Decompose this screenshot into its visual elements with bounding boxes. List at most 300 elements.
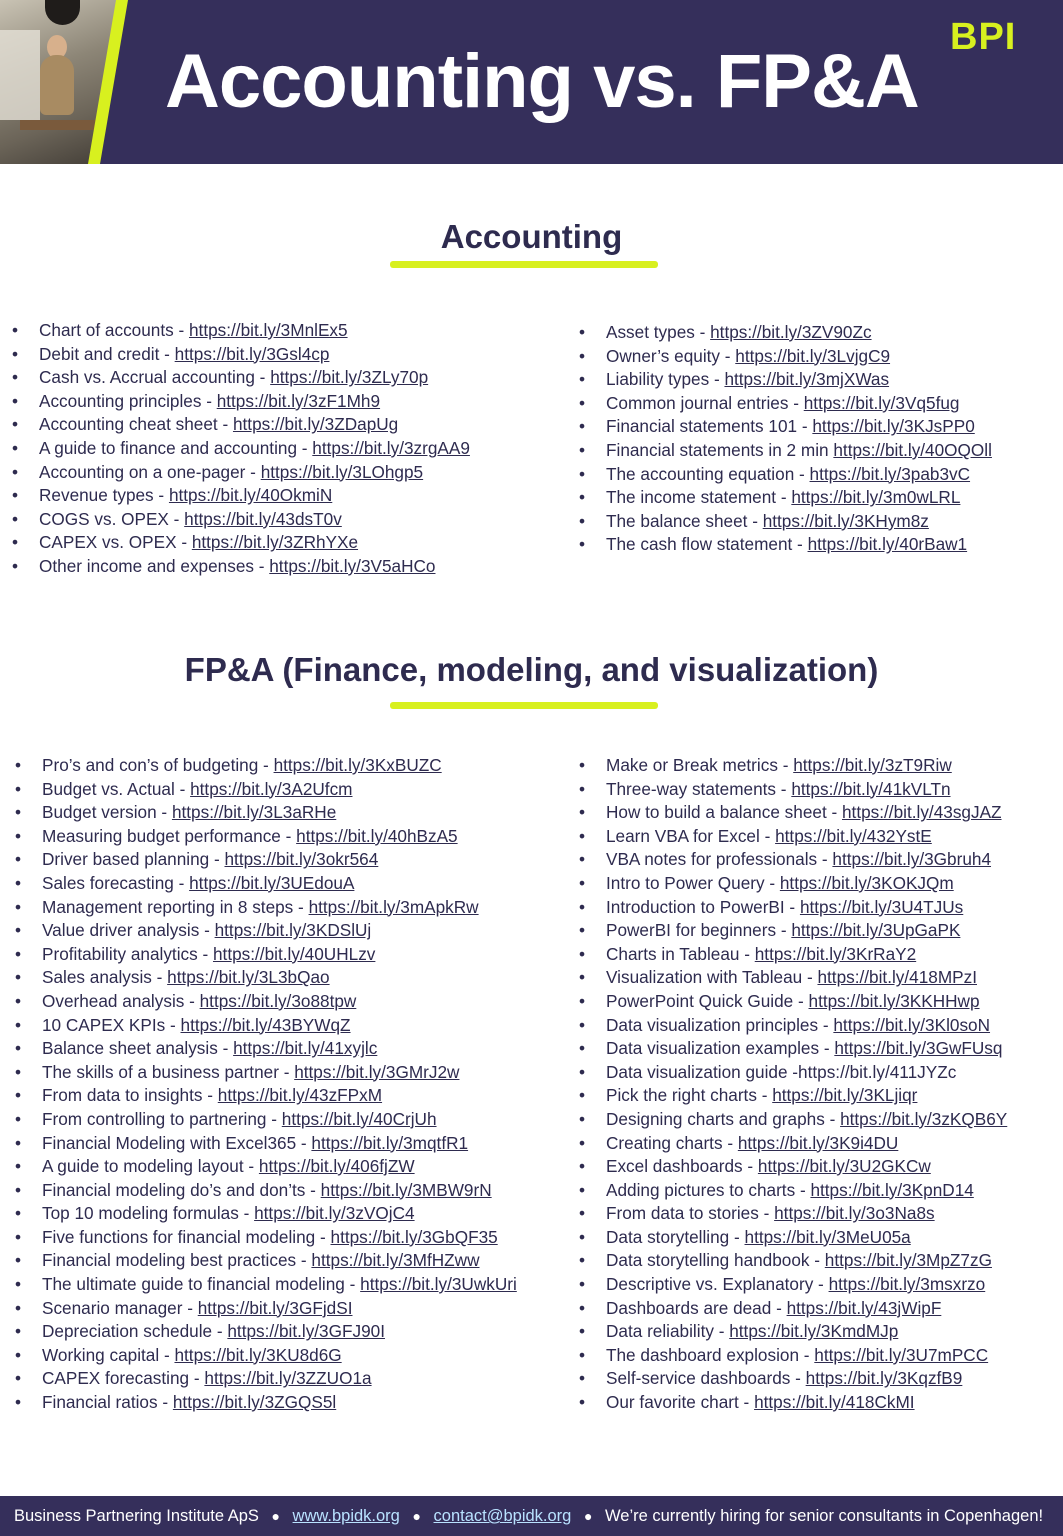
resource-link[interactable]: https://bit.ly/3KJsPP0 (812, 416, 975, 437)
bullet-icon: • (579, 392, 586, 413)
resource-item (15, 1179, 517, 1203)
bullet-icon: • (579, 463, 586, 484)
resource-label: Profitability analytics - (42, 943, 213, 964)
resource-link[interactable]: https://bit.ly/3zVOjC4 (254, 1203, 415, 1224)
bullet-icon: • (579, 1132, 586, 1153)
bullet-icon: • (579, 439, 586, 460)
resource-link[interactable]: https://bit.ly/3KLjiqr (772, 1085, 918, 1106)
resource-link[interactable]: https://bit.ly/3MfHZww (311, 1250, 480, 1271)
resource-label: Accounting on a one-pager - (39, 461, 261, 482)
resource-label: Accounting cheat sheet - (39, 414, 233, 435)
bullet-icon: • (579, 920, 586, 941)
resource-label: Intro to Power Query - (606, 872, 780, 893)
resource-link[interactable]: https://bit.ly/3KpnD14 (810, 1179, 974, 1200)
resource-link[interactable]: https://bit.ly/43jWipF (786, 1297, 942, 1318)
bullet-icon: • (12, 532, 19, 553)
resource-link[interactable]: https://bit.ly/3KOKJQm (779, 872, 954, 893)
bullet-icon: • (579, 1226, 586, 1247)
resource-link[interactable]: https://bit.ly/3ZDapUg (232, 414, 399, 435)
resource-item (15, 1014, 517, 1038)
bullet-icon: • (15, 1321, 22, 1342)
resource-label: Our favorite chart - (606, 1392, 755, 1413)
resource-label: Working capital - (42, 1344, 175, 1365)
resource-link[interactable]: https://bit.ly/3okr564 (224, 849, 379, 870)
bullet-icon: • (579, 1061, 586, 1082)
resource-link[interactable]: https://bit.ly/3MeU05a (744, 1226, 911, 1247)
resource-item (15, 1155, 517, 1179)
resource-link[interactable]: https://bit.ly/3zT9Riw (793, 755, 952, 775)
resource-item (15, 1226, 517, 1250)
resource-item (579, 1344, 1007, 1368)
resource-label: Management reporting in 8 steps - (42, 896, 309, 917)
bullet-icon: • (579, 802, 586, 823)
resource-link[interactable]: https://bit.ly/3ZZUO1a (204, 1368, 372, 1389)
resource-label: Five functions for financial modeling - (42, 1226, 331, 1247)
footer-dot-icon: ● (412, 1508, 421, 1524)
bullet-icon: • (15, 1085, 22, 1106)
resource-item (15, 1108, 517, 1132)
bullet-icon: • (15, 1226, 22, 1247)
resource-item (579, 321, 992, 345)
bullet-icon: • (579, 1014, 586, 1035)
fpa-list-left (15, 754, 517, 1415)
resource-item (15, 825, 517, 849)
resource-link[interactable]: https://bit.ly/3zKQB6Y (840, 1108, 1008, 1129)
bullet-icon: • (15, 1014, 22, 1035)
resource-link[interactable]: https://bit.ly/3mjXWas (724, 369, 890, 390)
resource-item (579, 1391, 1007, 1415)
resource-link[interactable]: https://bit.ly/3ZV90Zc (710, 322, 872, 342)
resource-label: Financial Modeling with Excel365 - (42, 1132, 312, 1153)
bullet-icon: • (15, 1297, 22, 1318)
resource-item (15, 1249, 517, 1273)
resource-link[interactable]: https://bit.ly/3LvjgC9 (735, 345, 891, 366)
bpi-logo: BPI (950, 16, 1017, 58)
resource-item (15, 1132, 517, 1156)
resource-item (15, 919, 517, 943)
resource-link[interactable]: https://bit.ly/40CrjUh (281, 1108, 437, 1129)
resource-item (579, 848, 1007, 872)
resource-label: PowerPoint Quick Guide - (606, 990, 809, 1011)
bullet-icon: • (579, 1297, 586, 1318)
resource-label: Cash vs. Accrual accounting - (39, 367, 271, 388)
bullet-icon: • (15, 825, 22, 846)
resource-label: Value driver analysis - (42, 920, 215, 941)
resource-link[interactable]: https://bit.ly/3o88tpw (199, 990, 357, 1011)
resource-link[interactable]: https://bit.ly/3GMrJ2w (294, 1061, 460, 1082)
resource-link[interactable]: https://bit.ly/40rBaw1 (807, 534, 968, 555)
resource-label: Data visualization guide -https://bit.ly/411JYZc (606, 1061, 957, 1082)
resource-link[interactable]: https://bit.ly/3GwFUsq (834, 1038, 1003, 1059)
resource-item (579, 919, 1007, 943)
resource-link[interactable]: https://bit.ly/3mApkRw (308, 896, 479, 917)
bullet-icon: • (579, 1344, 586, 1365)
resource-label: Introduction to PowerBI - (606, 896, 800, 917)
resource-link[interactable]: https://bit.ly/41kVLTn (791, 778, 951, 799)
resource-link[interactable]: https://bit.ly/3KqzfB9 (805, 1368, 963, 1389)
bullet-icon: • (15, 1179, 22, 1200)
resource-item (579, 415, 992, 439)
resource-link[interactable]: https://bit.ly/43zFPxM (217, 1085, 383, 1106)
resource-label: Data visualization principles - (606, 1014, 834, 1035)
bullet-icon: • (15, 1038, 22, 1059)
resource-link[interactable]: https://bit.ly/3Kl0soN (833, 1014, 991, 1035)
resource-label: Asset types - (606, 322, 711, 342)
footer-dot-icon: ● (583, 1508, 593, 1524)
resource-label: Budget version - (42, 802, 172, 823)
bullet-icon: • (15, 849, 22, 870)
resource-item (579, 1084, 1007, 1108)
resource-label: Data storytelling - (606, 1226, 745, 1247)
bullet-icon: • (579, 755, 586, 775)
resource-item (579, 966, 1007, 990)
footer-company: Business Partnering Institute ApS (14, 1507, 259, 1525)
resource-label: How to build a balance sheet - (606, 802, 842, 823)
bullet-icon: • (579, 1274, 586, 1295)
resource-link[interactable]: https://bit.ly/3m0wLRL (791, 487, 961, 508)
bullet-icon: • (579, 990, 586, 1011)
resource-item (579, 345, 992, 369)
bullet-icon: • (15, 896, 22, 917)
resource-link[interactable]: https://bit.ly/3MBW9rN (320, 1179, 492, 1200)
resource-link[interactable]: https://bit.ly/40hBzA5 (296, 825, 458, 846)
resource-link[interactable]: https://bit.ly/3GFJ90I (227, 1321, 385, 1342)
bullet-icon: • (15, 1156, 22, 1177)
bullet-icon: • (15, 1344, 22, 1365)
resource-item (579, 872, 1007, 896)
resource-item (15, 872, 517, 896)
resource-item (579, 825, 1007, 849)
bullet-icon: • (15, 1250, 22, 1271)
resource-label: Financial ratios - (42, 1392, 173, 1413)
header-banner (0, 0, 1063, 164)
resource-item (579, 1273, 1007, 1297)
bullet-icon: • (12, 343, 19, 364)
bullet-icon: • (15, 1274, 22, 1295)
resource-label: Designing charts and graphs - (606, 1108, 841, 1129)
resource-item (15, 943, 517, 967)
resource-link[interactable]: https://bit.ly/3U4TJUs (799, 896, 964, 917)
resource-label: Financial modeling best practices - (42, 1250, 312, 1271)
resource-item (579, 1155, 1007, 1179)
resource-link[interactable]: https://bit.ly/3LOhgp5 (260, 461, 424, 482)
bullet-icon: • (579, 1156, 586, 1177)
resource-label: Make or Break metrics - (606, 755, 794, 775)
resource-item (12, 531, 470, 555)
resource-label: Charts in Tableau - (606, 943, 755, 964)
resource-item (579, 1132, 1007, 1156)
resource-item (12, 343, 470, 367)
resource-link[interactable]: https://bit.ly/3K9i4DU (737, 1132, 899, 1153)
bullet-icon: • (15, 778, 22, 799)
bullet-icon: • (579, 1085, 586, 1106)
bullet-icon: • (579, 1038, 586, 1059)
resource-item (579, 1014, 1007, 1038)
bullet-icon: • (15, 920, 22, 941)
bullet-icon: • (579, 943, 586, 964)
bullet-icon: • (15, 1132, 22, 1153)
resource-item (15, 754, 517, 778)
resource-label: From controlling to partnering - (42, 1108, 282, 1129)
resource-link[interactable]: https://bit.ly/3mqtfR1 (311, 1132, 469, 1153)
resource-label: Depreciation schedule - (42, 1321, 228, 1342)
bullet-icon: • (579, 1368, 586, 1389)
bullet-icon: • (579, 345, 586, 366)
resource-label: Overhead analysis - (42, 990, 200, 1011)
footer-bar (0, 1496, 1063, 1536)
bullet-icon: • (12, 485, 19, 506)
resource-item (579, 463, 992, 487)
resource-label: Financial modeling do’s and don’ts - (42, 1179, 321, 1200)
resource-label: Common journal entries - (606, 392, 804, 413)
bullet-icon: • (579, 1392, 586, 1413)
resource-item (15, 990, 517, 1014)
resource-link[interactable]: https://bit.ly/3Vq5fug (803, 392, 960, 413)
resource-label: Visualization with Tableau - (606, 967, 818, 988)
resource-link[interactable]: https://bit.ly/40OQOll (833, 439, 992, 460)
bullet-icon: • (579, 534, 586, 555)
resource-link[interactable]: https://bit.ly/3KrRaY2 (754, 943, 917, 964)
resource-link[interactable]: https://bit.ly/3KDSlUj (214, 920, 372, 941)
resource-item (12, 461, 470, 485)
resource-link[interactable]: https://bit.ly/3ZGQS5l (172, 1392, 337, 1413)
bullet-icon: • (579, 416, 586, 437)
resource-link[interactable]: https://bit.ly/3KU8d6G (174, 1344, 342, 1365)
resource-label: CAPEX vs. OPEX - (39, 532, 192, 553)
resource-label: VBA notes for professionals - (606, 849, 833, 870)
resource-item (12, 319, 470, 343)
bullet-icon: • (579, 1179, 586, 1200)
resource-link[interactable]: https://bit.ly/3UpGaPK (791, 920, 961, 941)
resource-link[interactable]: https://bit.ly/3o3Na8s (774, 1203, 935, 1224)
resource-link[interactable]: https://bit.ly/3zF1Mh9 (216, 390, 381, 411)
bullet-icon: • (12, 367, 19, 388)
resource-item (579, 801, 1007, 825)
resource-label: Self-service dashboards - (606, 1368, 806, 1389)
bullet-icon: • (579, 778, 586, 799)
bullet-icon: • (579, 1203, 586, 1224)
resource-item (15, 1273, 517, 1297)
resource-label: Dashboards are dead - (606, 1297, 787, 1318)
resource-label: Excel dashboards - (606, 1156, 758, 1177)
bullet-icon: • (12, 414, 19, 435)
resource-item (579, 778, 1007, 802)
resource-link[interactable]: https://bit.ly/3zrgAA9 (312, 437, 470, 458)
resource-label: PowerBI for beginners - (606, 920, 792, 941)
resource-link[interactable]: https://bit.ly/3L3bQao (167, 967, 330, 988)
resource-label: Learn VBA for Excel - (606, 825, 776, 846)
resource-item (15, 1084, 517, 1108)
fpa-heading: FP&A (Finance, modeling, and visualization) (184, 651, 879, 688)
fpa-heading-underline (390, 702, 658, 709)
bullet-icon: • (15, 802, 22, 823)
bullet-icon: • (15, 1203, 22, 1224)
resource-label: Accounting principles - (39, 390, 217, 411)
bullet-icon: • (15, 1368, 22, 1389)
resource-label: Adding pictures to charts - (606, 1179, 811, 1200)
resource-item (579, 368, 992, 392)
resource-item (579, 1226, 1007, 1250)
resource-link[interactable]: https://bit.ly/432YstE (775, 825, 932, 846)
resource-link[interactable]: https://bit.ly/3UEdouA (189, 872, 355, 893)
bullet-icon: • (15, 967, 22, 988)
bullet-icon: • (15, 990, 22, 1011)
resource-label: Sales analysis - (42, 967, 168, 988)
bullet-icon: • (12, 437, 19, 458)
resource-label: Owner’s equity - (606, 345, 736, 366)
resource-item (15, 848, 517, 872)
resource-label: From data to stories - (606, 1203, 775, 1224)
resource-label: A guide to modeling layout - (42, 1156, 259, 1177)
footer-email-link[interactable]: contact@bpidk.org (433, 1507, 572, 1525)
resource-label: Data reliability - (606, 1321, 730, 1342)
resource-item (12, 508, 470, 532)
accounting-list-left (12, 319, 470, 579)
accounting-heading-underline (390, 261, 658, 268)
resource-link[interactable]: https://bit.ly/3msxrzo (828, 1274, 986, 1295)
resource-label: Scenario manager - (42, 1297, 198, 1318)
bullet-icon: • (12, 390, 19, 411)
resource-item (579, 486, 992, 510)
resource-item (579, 990, 1007, 1014)
bullet-icon: • (579, 825, 586, 846)
bullet-icon: • (15, 755, 22, 775)
bullet-icon: • (579, 510, 586, 531)
bullet-icon: • (12, 461, 19, 482)
bullet-icon: • (579, 322, 586, 342)
resource-label: A guide to finance and accounting - (39, 437, 313, 458)
resource-label: The dashboard explosion - (606, 1344, 815, 1365)
resource-label: Three-way statements - (606, 778, 792, 799)
resource-link[interactable]: https://bit.ly/3MpZ7zG (824, 1250, 992, 1271)
resource-label: The accounting equation - (606, 463, 810, 484)
resource-item (15, 801, 517, 825)
resource-link[interactable]: https://bit.ly/3KHym8z (762, 510, 929, 531)
bullet-icon: • (12, 508, 19, 529)
resource-item (579, 533, 992, 557)
resource-link[interactable]: https://bit.ly/418MPzI (817, 967, 977, 988)
resource-item (12, 437, 470, 461)
resource-link[interactable]: https://bit.ly/3A2Ufcm (190, 778, 353, 799)
resource-item (579, 510, 992, 534)
resource-label: Top 10 modeling formulas - (42, 1203, 255, 1224)
bullet-icon: • (579, 872, 586, 893)
resource-link[interactable]: https://bit.ly/3U7mPCC (814, 1344, 989, 1365)
resource-label: Creating charts - (606, 1132, 738, 1153)
resource-link[interactable]: https://bit.ly/3V5aHCo (269, 555, 436, 576)
resource-label: Driver based planning - (42, 849, 225, 870)
resource-label: Balance sheet analysis - (42, 1038, 234, 1059)
resource-link[interactable]: https://bit.ly/3GFjdSI (197, 1297, 353, 1318)
resource-link[interactable]: https://bit.ly/3L3aRHe (171, 802, 337, 823)
resource-item (15, 1061, 517, 1085)
resource-item (579, 943, 1007, 967)
resource-label: Data storytelling handbook - (606, 1250, 825, 1271)
resource-link[interactable]: https://bit.ly/3ZRhYXe (191, 532, 359, 553)
resource-link[interactable]: https://bit.ly/41xyjlc (233, 1038, 378, 1059)
resource-link[interactable]: https://bit.ly/3KxBUZC (273, 755, 442, 775)
resource-label: CAPEX forecasting - (42, 1368, 205, 1389)
resource-link[interactable]: https://bit.ly/43dsT0v (184, 508, 342, 529)
resource-item (15, 1037, 517, 1061)
resource-item (12, 484, 470, 508)
resource-label: Data visualization examples - (606, 1038, 835, 1059)
resource-item (15, 1320, 517, 1344)
resource-item (579, 1297, 1007, 1321)
resource-item (15, 778, 517, 802)
resource-label: Budget vs. Actual - (42, 778, 191, 799)
resource-link[interactable]: https://bit.ly/3Gbruh4 (832, 849, 992, 870)
resource-label: Pick the right charts - (606, 1085, 773, 1106)
resource-link[interactable]: https://bit.ly/3Gsl4cp (174, 343, 330, 364)
bullet-icon: • (579, 896, 586, 917)
resource-item (579, 1320, 1007, 1344)
resource-item (579, 392, 992, 416)
resource-item (579, 1367, 1007, 1391)
bullet-icon: • (579, 1250, 586, 1271)
resource-label: The balance sheet - (606, 510, 763, 531)
resource-item (579, 1108, 1007, 1132)
resource-item (15, 1297, 517, 1321)
resource-link[interactable]: https://bit.ly/3KmdMJp (729, 1321, 899, 1342)
accounting-list-right (579, 321, 992, 557)
resource-label: Financial statements 101 - (606, 416, 813, 437)
resource-link[interactable]: https://bit.ly/3GbQF35 (330, 1226, 498, 1247)
resource-link[interactable]: https://bit.ly/406fjZW (258, 1156, 415, 1177)
resource-item (15, 1344, 517, 1368)
resource-link[interactable]: https://bit.ly/40UHLzv (212, 943, 376, 964)
resource-link[interactable]: https://bit.ly/3pab3vC (809, 463, 971, 484)
resource-item (579, 1202, 1007, 1226)
resource-item (15, 1391, 517, 1415)
bullet-icon: • (579, 369, 586, 390)
resource-item (579, 1037, 1007, 1061)
bullet-icon: • (12, 555, 19, 576)
resource-item (15, 966, 517, 990)
resource-label: The skills of a business partner - (42, 1061, 295, 1082)
resource-link[interactable]: https://bit.ly/43BYWqZ (180, 1014, 351, 1035)
bullet-icon: • (15, 1061, 22, 1082)
bullet-icon: • (15, 1392, 22, 1413)
footer-dot-icon: ● (271, 1508, 280, 1524)
resource-label: The ultimate guide to financial modeling - (42, 1274, 361, 1295)
resource-label: From data to insights - (42, 1085, 218, 1106)
fpa-list-right (579, 754, 1007, 1415)
bullet-icon: • (15, 943, 22, 964)
resource-label: The income statement - (606, 487, 792, 508)
resource-link[interactable]: https://bit.ly/3KKHHwp (808, 990, 980, 1011)
page-title: Accounting vs. FP&A (165, 39, 919, 124)
resource-label: Sales forecasting - (42, 872, 190, 893)
resource-link[interactable]: https://bit.ly/3ZLy70p (270, 367, 429, 388)
resource-link[interactable]: https://bit.ly/418CkMI (754, 1392, 915, 1413)
resource-label: Other income and expenses - (39, 555, 270, 576)
resource-item (579, 1249, 1007, 1273)
resource-link[interactable]: https://bit.ly/40OkmiN (168, 485, 333, 506)
resource-item (15, 1202, 517, 1226)
resource-link[interactable]: https://bit.ly/3UwkUri (360, 1274, 517, 1295)
resource-label: Chart of accounts - (39, 320, 189, 340)
resource-link[interactable]: https://bit.ly/3MnlEx5 (188, 320, 348, 340)
resource-link[interactable]: https://bit.ly/3U2GKCw (757, 1156, 931, 1177)
footer-website-link[interactable]: www.bpidk.org (292, 1507, 400, 1525)
resource-label: 10 CAPEX KPIs - (42, 1014, 181, 1035)
resource-label: Financial statements in 2 min (606, 439, 834, 460)
accounting-heading: Accounting (440, 218, 623, 255)
bullet-icon: • (579, 967, 586, 988)
resource-link[interactable]: https://bit.ly/43sgJAZ (842, 802, 1002, 823)
bullet-icon: • (579, 487, 586, 508)
